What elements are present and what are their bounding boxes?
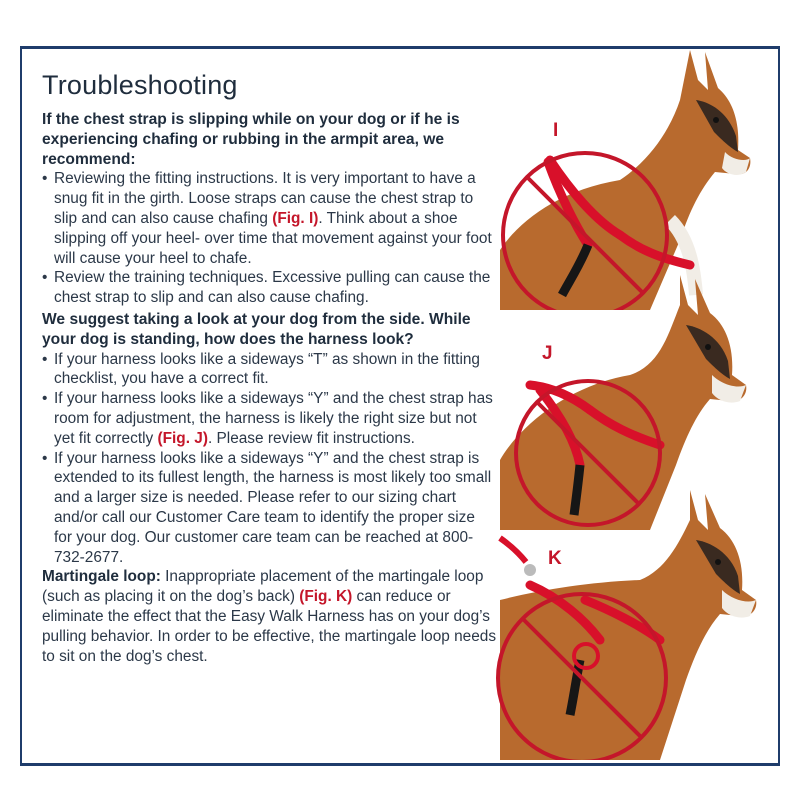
list-item: • If your harness looks like a sideways “Y” and the chest strap has room for adjustment, the harness is likely the right size but not yet fit correctly (Fig. J). Please review fit instructions. (42, 389, 497, 448)
page-title: Troubleshooting (42, 70, 238, 100)
dog-harness-illustration-i (500, 40, 780, 310)
checks-list (42, 350, 497, 568)
list-item: • Reviewing the fitting instructions. It is very important to have a snug fit in the girth. Loose straps can cause the chest strap to slip and can also cause chafing (Fig. I). Think about a shoe slipping off your heel- over time that movement against your foot will cause your heel to chafe. (42, 169, 497, 268)
dog-harness-illustration-k (490, 490, 780, 760)
fig-reference: (Fig. J) (157, 429, 208, 447)
figure-label-j: J (542, 343, 553, 364)
figure-i (500, 40, 780, 310)
fig-reference: (Fig. K) (299, 588, 353, 606)
intro-heading: If the chest strap is slipping while on your dog or if he is experiencing chafing or rubbing in the armpit area, we recommend: (42, 111, 460, 168)
troubleshooting-text (42, 70, 497, 666)
figure-label-i: I (553, 120, 559, 141)
figure-k (490, 490, 780, 760)
recommend-list (42, 169, 497, 308)
side-question-heading: We suggest taking a look at your dog from the side. While your dog is standing, how does the harness look? (42, 310, 471, 348)
martingale-paragraph: Martingale loop: Inappropriate placement of the martingale loop (such as placing it on the dog’s back) (Fig. K) can reduce or eliminate the effect that the Easy Walk Harness has on your dog’s pulling behavior. In order to be effective, the martingale loop needs to sit on the dog’s chest. (42, 568, 497, 665)
fig-reference: (Fig. I) (272, 209, 319, 227)
list-item: • If your harness looks like a sideways “T” as shown in the fitting checklist, you have a correct fit. (42, 350, 497, 390)
list-item: • If your harness looks like a sideways “Y” and the chest strap is extended to its fullest length, the harness is most likely too small and a larger size is needed. Please refer to our sizing chart and/or call our Customer Care team to identify the proper size for your dog. Our customer care team can be reached at 800-732-2677. (42, 449, 497, 568)
list-item: • Review the training techniques. Excessive pulling can cause the chest strap to slip and can also cause chafing. (42, 268, 497, 308)
figure-label-k: K (548, 548, 562, 569)
martingale-label: Martingale loop: (42, 568, 161, 586)
